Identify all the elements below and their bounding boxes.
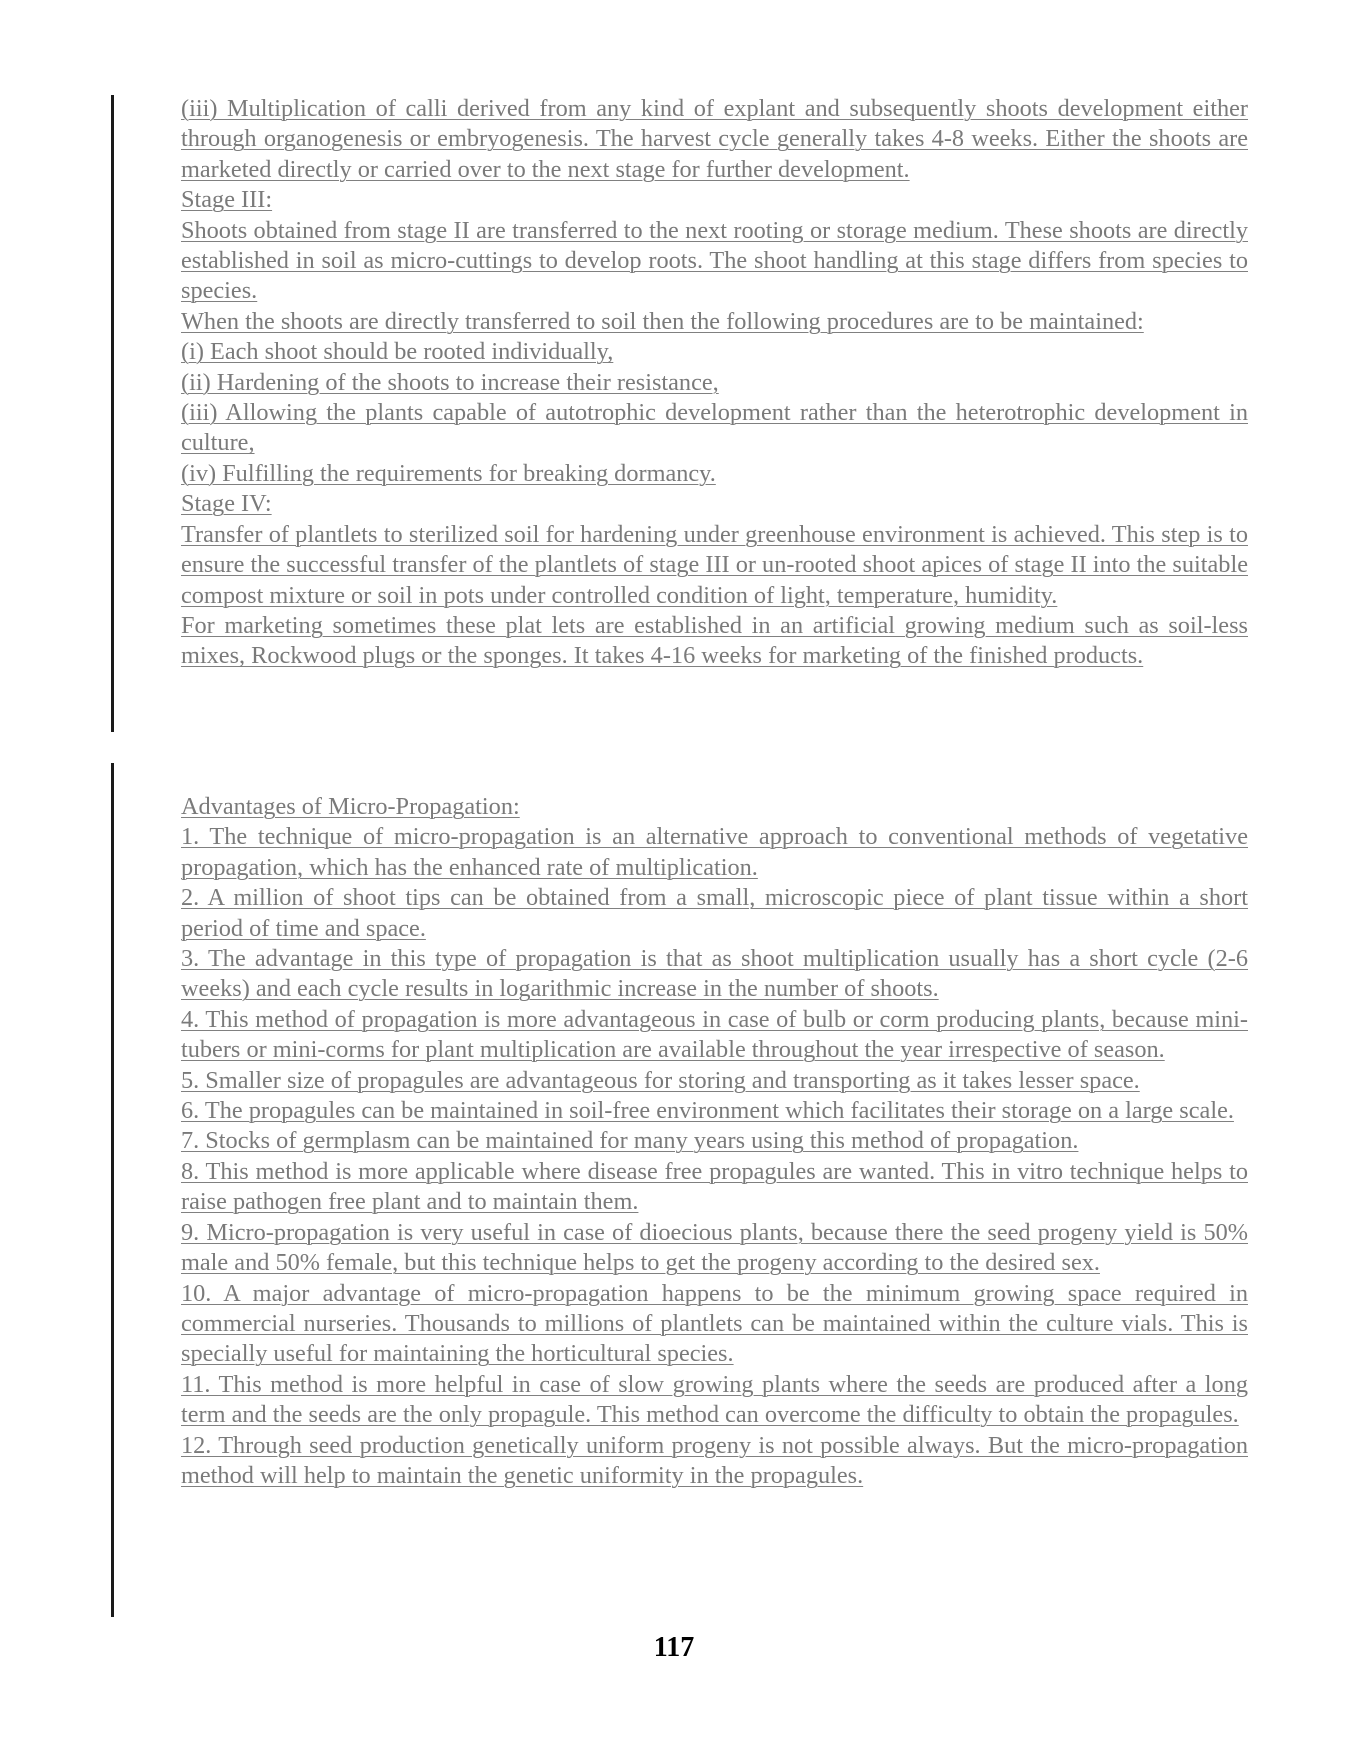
list-item: 8. This method is more applicable where disease free propagules are wanted. This in vitro technique helps to raise pathogen free plant and to maintain them. (181, 1157, 1248, 1216)
list-item: (iii) Allowing the plants capable of autotrophic development rather than the heterotrophic development in culture, (181, 399, 1248, 457)
list-item: 7. Stocks of germplasm can be maintained for many years using this method of propagation. (181, 1127, 1079, 1155)
paragraph: (iii) Multiplication of calli derived from any kind of explant and subsequently shoots development either through organogenesis or embryogenesis. The harvest cycle generally takes 4-8 weeks. Either the shoots are marketed directly or carried over to the next stage for further development. (181, 95, 1248, 183)
revision-bar (111, 763, 114, 1617)
stage-heading: Stage IV: (181, 490, 272, 518)
list-item: 3. The advantage in this type of propagation is that as shoot multiplication usually has a short cycle (2-6 weeks) and each cycle results in logarithmic increase in the number of shoots. (181, 945, 1248, 1003)
paragraph: Transfer of plantlets to sterilized soil for hardening under greenhouse environment is achieved. This step is to ensure the successful transfer of the plantlets of stage III or un-rooted shoot apices of stage II into the suitable compost mixture or soil in pots under controlled condition of light, temperature, humidity. (181, 520, 1248, 609)
paragraph: Shoots obtained from stage II are transferred to the next rooting or storage medium. These shoots are directly established in soil as micro-cuttings to develop roots. The shoot handling at this stage differs from species to species. (181, 216, 1248, 305)
page-number: 117 (653, 1632, 695, 1663)
stage-heading: Stage III: (181, 186, 273, 214)
list-item: 9. Micro-propagation is very useful in case of dioecious plants, because there the seed progeny yield is 50% male and 50% female, but this technique helps to get the progeny according to the desired sex. (181, 1218, 1248, 1277)
revision-bar (111, 95, 114, 732)
list-item: 5. Smaller size of propagules are advantageous for storing and transporting as it takes lesser space. (181, 1066, 1140, 1094)
list-item: 12. Through seed production genetically uniform progeny is not possible always. But the micro-propagation method will help to maintain the genetic uniformity in the propagules. (181, 1431, 1248, 1489)
list-item: 2. A million of shoot tips can be obtained from a small, microscopic piece of plant tissue within a short period of time and space. (181, 884, 1248, 942)
stages-section (181, 94, 1248, 672)
list-item: 10. A major advantage of micro-propagation happens to be the minimum growing space required in commercial nurseries. Thousands to millions of plantlets can be maintained within the culture vials. This is specially useful for maintaining the horticultural species. (181, 1279, 1248, 1368)
advantages-section (181, 792, 1248, 1491)
list-item: 1. The technique of micro-propagation is an alternative approach to conventional methods of vegetative propagation, which has the enhanced rate of multiplication. (181, 823, 1248, 881)
section-heading: Advantages of Micro-Propagation: (181, 793, 520, 820)
list-item: (ii) Hardening of the shoots to increase their resistance, (181, 368, 719, 396)
list-item: (iv) Fulfilling the requirements for breaking dormancy. (181, 459, 716, 487)
list-item: (i) Each shoot should be rooted individually, (181, 338, 614, 366)
list-item: 6. The propagules can be maintained in soil-free environment which facilitates their storage on a large scale. (181, 1097, 1234, 1125)
list-item: 11. This method is more helpful in case of slow growing plants where the seeds are produced after a long term and the seeds are the only propagule. This method can overcome the difficulty to obtain the propagules. (181, 1370, 1248, 1429)
paragraph: When the shoots are directly transferred to soil then the following procedures are to be maintained: (181, 307, 1144, 335)
paragraph: For marketing sometimes these plat lets are established in an artificial growing medium such as soil-less mixes, Rockwood plugs or the sponges. It takes 4-16 weeks for marketing of the finished products. (181, 611, 1248, 670)
list-item: 4. This method of propagation is more advantageous in case of bulb or corm producing plants, because mini-tubers or mini-corms for plant multiplication are available throughout the year irrespective of season. (181, 1005, 1248, 1064)
